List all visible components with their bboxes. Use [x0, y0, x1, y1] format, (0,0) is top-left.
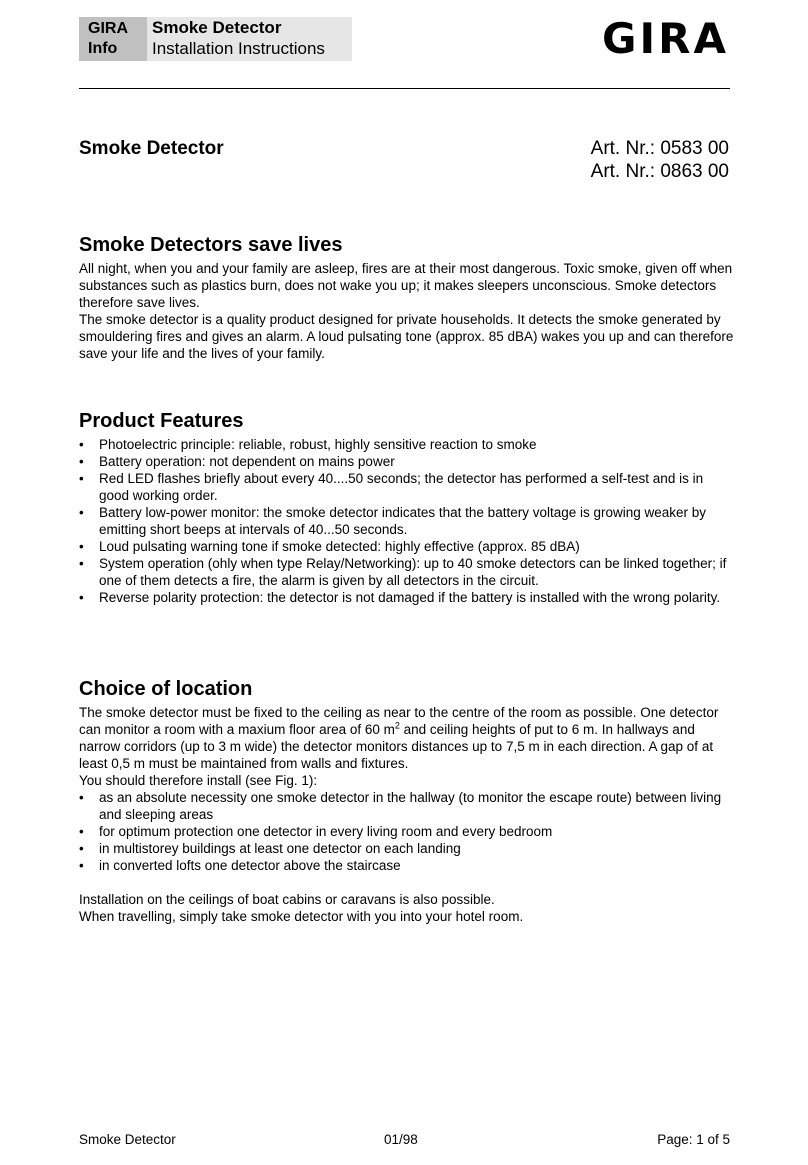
list-item: • Loud pulsating warning tone if smoke detected: highly effective (approx. 85 dBA) [79, 538, 734, 555]
list-item: • for optimum protection one detector in every living room and every bedroom [79, 823, 734, 840]
list-item: • in multistorey buildings at least one detector on each landing [79, 840, 734, 857]
list-item: • Battery operation: not dependent on mains power [79, 453, 734, 470]
article-numbers [591, 137, 729, 183]
feature-list [79, 436, 734, 606]
closing-paragraph: When travelling, simply take smoke detector with you into your hotel room. [79, 909, 524, 924]
footer-title: Smoke Detector [79, 1132, 176, 1147]
badge-line-gira: GIRA [88, 20, 128, 37]
superscript: 2 [394, 720, 400, 731]
list-item: • as an absolute necessity one smoke detector in the hallway (to monitor the escape route) between living and sleeping areas [79, 789, 734, 823]
list-item: • System operation (ohly when type Relay/Networking): up to 40 smoke detectors can be linked together; if one of them detects a fire, the alarm is given by all detectors in the circuit. [79, 555, 734, 589]
page-number: Page: 1 of 5 [657, 1132, 730, 1147]
badge-line-info: Info [88, 40, 118, 57]
spacer [79, 874, 734, 891]
gira-logo: GIRA [602, 14, 729, 63]
article-number-2: Art. Nr.: 0863 00 [590, 161, 729, 182]
section-choice-of-location [79, 676, 734, 925]
header-divider [79, 88, 730, 89]
article-number-1: Art. Nr.: 0583 00 [590, 138, 729, 159]
location-list [79, 789, 734, 874]
paragraph-text-part1: The smoke detector must be fixed to the ceiling as near to the centre of the room as possible. One detector can monitor a room with a maxium floor area of 60 m [79, 705, 719, 737]
header-subtitle: Installation Instructions [152, 39, 325, 58]
gira-info-badge [79, 17, 147, 61]
closing-paragraph: Installation on the ceilings of boat cabins or caravans is also possible. [79, 892, 495, 907]
section-save-lives [79, 232, 734, 362]
section-heading: Product Features [79, 410, 244, 432]
header-titles [148, 17, 353, 61]
document-title: Smoke Detector [79, 138, 224, 159]
paragraph [79, 704, 734, 772]
list-item: • Reverse polarity protection: the detector is not damaged if the battery is installed with the wrong polarity. [79, 589, 734, 606]
list-item: • Photoelectric principle: reliable, robust, highly sensitive reaction to smoke [79, 436, 734, 453]
header-title: Smoke Detector [152, 18, 282, 37]
section-heading: Choice of location [79, 678, 253, 700]
footer-date: 01/98 [384, 1132, 418, 1147]
paragraph-text-part2: and ceiling heights of put to 6 m. In hallways and narrow corridors (up to 3 m wide) the detector monitors distances up to 7,5 m in each direction. A gap of at least 0,5 m must be maintained from walls and fixtures. [79, 722, 714, 771]
install-intro: You should therefore install (see Fig. 1): [79, 773, 318, 788]
paragraph: All night, when you and your family are asleep, fires are at their most dangerous. Toxic smoke, given off when substances such as plastics burn, does not wake you up; it makes sleepers unconscious. Smoke detectors therefore save lives. [79, 261, 733, 310]
list-item: • Battery low-power monitor: the smoke detector indicates that the battery voltage is growing weaker by emitting short beeps at intervals of 40...50 seconds. [79, 504, 734, 538]
list-item: • in converted lofts one detector above the staircase [79, 857, 734, 874]
paragraph: The smoke detector is a quality product designed for private households. It detects the smoke generated by smouldering fires and gives an alarm. A loud pulsating tone (approx. 85 dBA) wakes you up and can therefore save your life and the lives of your family. [79, 312, 734, 361]
section-heading: Smoke Detectors save lives [79, 234, 343, 256]
list-item: • Red LED flashes briefly about every 40....50 seconds; the detector has performed a self-test and is in good working order. [79, 470, 734, 504]
section-product-features [79, 408, 734, 606]
